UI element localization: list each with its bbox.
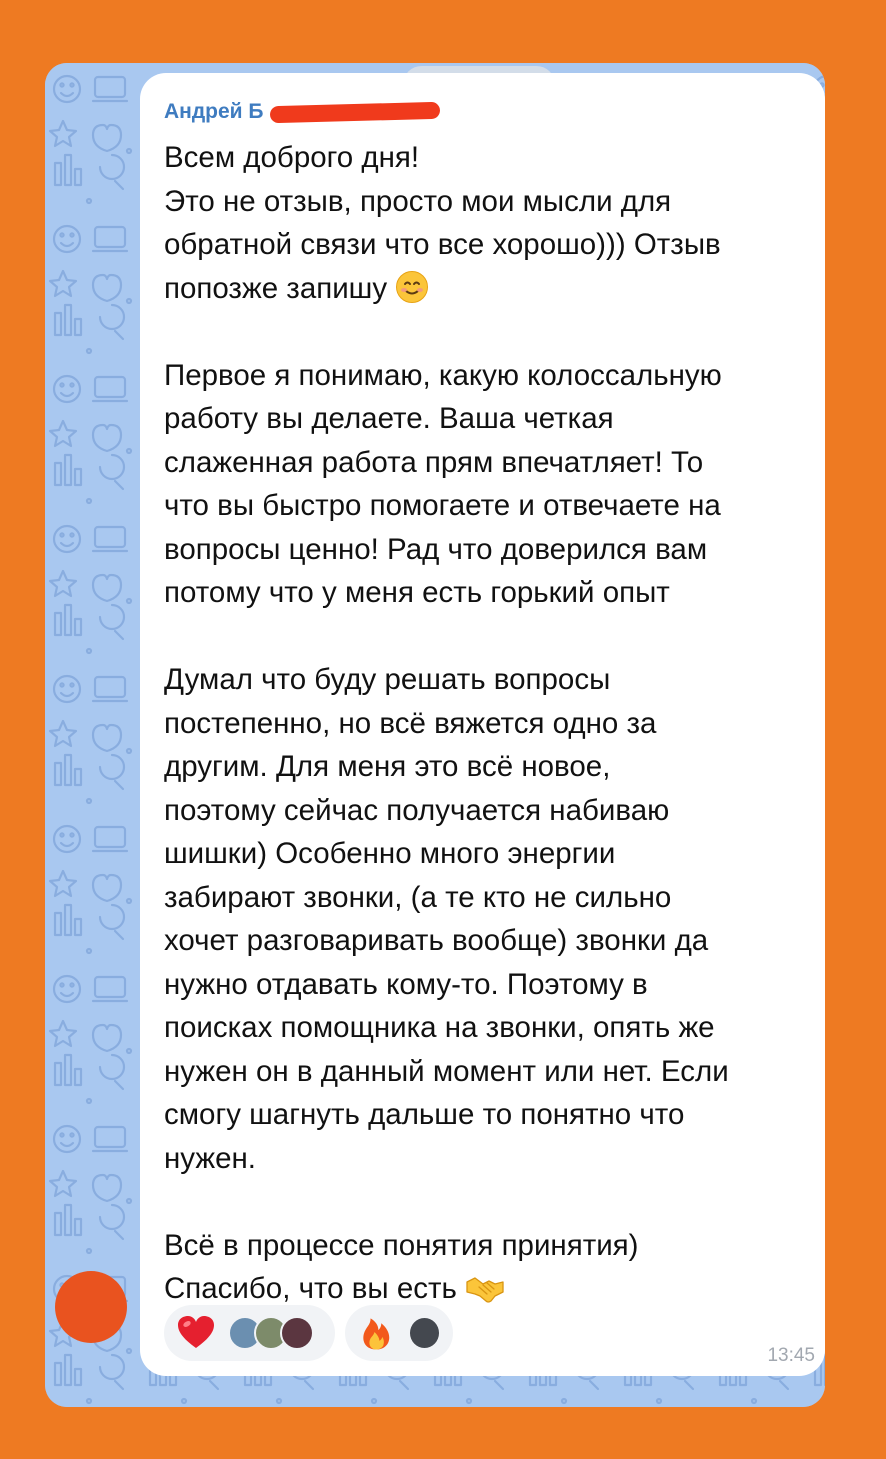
handshake-icon xyxy=(465,1270,505,1304)
chat-screen xyxy=(45,63,825,1407)
reaction-fire-button[interactable] xyxy=(345,1305,453,1361)
message-line: вопросы ценно! Рад что доверился вам xyxy=(164,532,708,566)
sender-avatar[interactable] xyxy=(55,1271,127,1343)
heart-icon xyxy=(176,1313,216,1353)
message-line: нужен. xyxy=(164,1141,257,1175)
message-line: смогу шагнуть дальше то понятно что xyxy=(164,1098,685,1131)
message-line: Спасибо, что вы есть xyxy=(164,1267,816,1311)
message-line: слаженная работа прям впечатляет! То xyxy=(164,445,704,479)
message-line: потому что у меня есть горький опыт xyxy=(164,576,670,609)
paragraph-gap xyxy=(164,1180,816,1224)
reaction-heart-button[interactable] xyxy=(164,1305,335,1361)
message-line: Это не отзыв, просто мои мысли для xyxy=(164,184,672,218)
sender-name[interactable] xyxy=(164,99,440,125)
message-text xyxy=(164,136,816,1311)
message-time: 13:45 xyxy=(767,1345,815,1366)
sender-name-text: Андрей Б xyxy=(164,100,264,123)
message-line: поэтому сейчас получается набиваю xyxy=(164,793,670,827)
message-line: Всё в процессе понятия принятия) xyxy=(164,1228,639,1262)
reactor-avatar xyxy=(280,1316,314,1350)
message-line: постепенно, но всё вяжется одно за xyxy=(164,706,657,740)
paragraph-gap xyxy=(164,310,816,354)
reactor-avatar xyxy=(408,1316,441,1350)
message-line: обратной связи что все хорошо))) Отзыв xyxy=(164,228,721,261)
paragraph-gap xyxy=(164,615,816,659)
fire-icon xyxy=(357,1313,396,1353)
message-line: нужно отдавать кому-то. Поэтому в xyxy=(164,967,648,1001)
message-line: Первое я понимаю, какую колоссальную xyxy=(164,358,722,392)
name-redaction-mark xyxy=(269,101,439,122)
message-line: Всем доброго дня! xyxy=(164,141,420,174)
message-line: шишки) Особенно много энергии xyxy=(164,837,616,870)
message-line: что вы быстро помогаете и отвечаете на xyxy=(164,489,721,522)
smiling-face-icon xyxy=(395,270,429,304)
message-line: другим. Для меня это всё новое, xyxy=(164,750,611,783)
message-line: Думал что буду решать вопросы xyxy=(164,663,611,696)
message-line: нужен он в данный момент или нет. Если xyxy=(164,1054,729,1088)
message-line: хочет разговаривать вообще) звонки да xyxy=(164,924,709,957)
message-line: забирают звонки, (а те кто не сильно xyxy=(164,880,672,914)
message-line: работу вы делаете. Ваша четкая xyxy=(164,402,614,435)
message-line: попозже запишу xyxy=(164,267,816,311)
message-line: поисках помощника на звонки, опять же xyxy=(164,1011,715,1044)
message-bubble[interactable] xyxy=(140,73,825,1376)
